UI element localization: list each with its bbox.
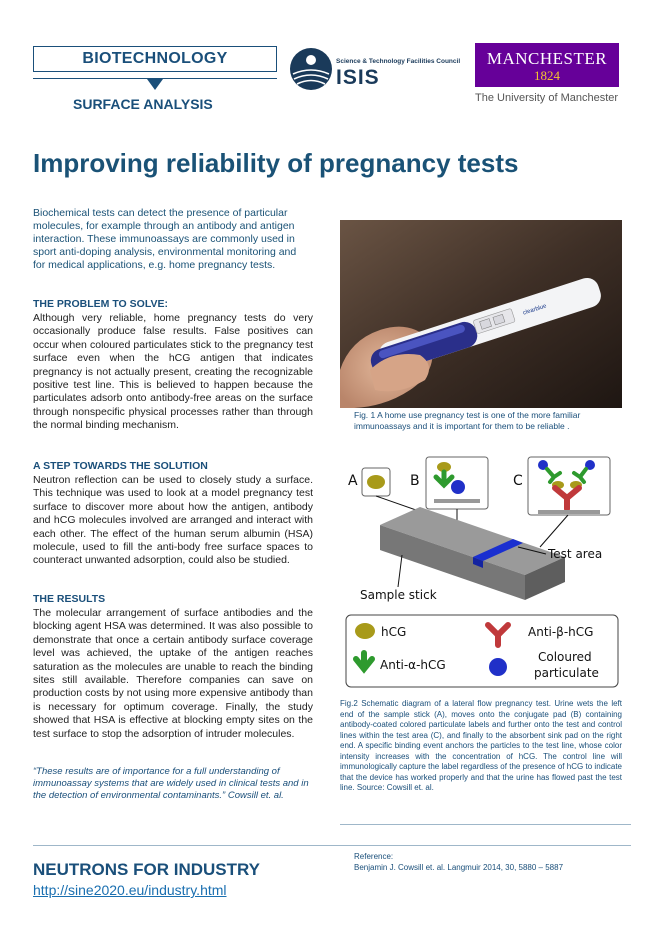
- label-b: B: [410, 473, 420, 489]
- manchester-year: 1824: [534, 68, 560, 83]
- legend-coloured-2: particulate: [534, 666, 599, 680]
- legend-particulate-icon: [489, 658, 507, 676]
- intro-paragraph: Biochemical tests can detect the presence of particular molecules, for example through an antibody and antigen interaction. These immunoassays are commonly used in sport anti-doping analysis, environmental monitoring and for medical applications, e.g. home pregnancy tests.: [33, 207, 297, 271]
- category-arrow-icon: [147, 79, 163, 90]
- lateral-flow-diagram: [340, 455, 625, 690]
- reference-label: Reference:: [354, 852, 394, 861]
- reference-text: Benjamin J. Cowsill et. al. Langmuir 2014, 30, 5880 – 5887: [354, 863, 564, 872]
- fig1-caption: Fig. 1 A home use pregnancy test is one of the more familiar immunoassays and it is important for them to be reliable .: [354, 410, 581, 431]
- page-title: Improving reliability of pregnancy tests: [33, 148, 519, 178]
- manchester-logo: [475, 43, 619, 87]
- sample-stick-label: Sample stick: [360, 588, 437, 602]
- isis-label: ISIS: [336, 66, 380, 89]
- test-brand-text: clearblue: [522, 303, 548, 317]
- problem-heading: THE PROBLEM TO SOLVE:: [33, 298, 168, 310]
- label-a: A: [348, 473, 358, 489]
- solution-body: Neutron reflection can be used to closely study a surface. This technique was used to look at a model pregnancy test surface to discover more about how the antigen, antibody and hCG molecules involved are arranged and interact with each other. The effect of the human serum albumin (HSA) molecule, used to fill the anti-body free surface spaces to counteract unwanted adsorption, could also be studied.: [33, 474, 313, 567]
- isis-logo: [288, 46, 334, 92]
- pregnancy-test-photo: [340, 220, 622, 408]
- solution-heading: A STEP TOWARDS THE SOLUTION: [33, 460, 208, 472]
- caption-divider: [340, 824, 631, 825]
- manchester-name: MANCHESTER: [486, 49, 608, 68]
- legend-anti-beta: Anti-β-hCG: [528, 625, 594, 639]
- university-label: The University of Manchester: [475, 92, 619, 104]
- legend-hcg: hCG: [381, 625, 407, 639]
- stfc-label: Science & Technology Facilities Council: [336, 58, 461, 65]
- footer-title: NEUTRONS FOR INDUSTRY: [33, 860, 260, 879]
- results-body: The molecular arrangement of surface antibodies and the blocking agent HSA was determined. It was also possible to demonstrate that once a certain antibody surface coverage level was achieved, the uptake of the antigen reaches saturation as the molecules are unable to reach the binding sites still available. Therefore companies can save on production costs by not using more expensive antibody than is necessary for optimum coverage. Finally, the study showed that HSA is effective at blocking empty sites on the test surface to stop the adsorption of intruder molecules.: [33, 607, 313, 740]
- test-area-label: Test area: [548, 547, 603, 561]
- legend-coloured-1: Coloured: [538, 650, 592, 664]
- problem-body: Although very reliable, home pregnancy tests do very occasionally produce false results. False positives can occur when coloured particulates stick to the pregnancy test surface even when the hCG antigen that indicates pregnancy is not actually present, creating the recognizable positive test line. This is believed to happen because the particulates adsorb onto antibody-free areas on the surface through nonspecific physical processes rather than through the normal binding mechanism.: [33, 312, 313, 432]
- fig2-caption: Fig.2 Schematic diagram of a lateral flow pregnancy test. Urine wets the left end of the sample stick (A), moves onto the conjugate pad (B) containing antibody-coated colored particulate labels and further onto the test and control lines within the test area (C), and finally to the absorbent sink pad on the right end. A specific binding event anchors the particles to the test line, whose color intensity increases with the concentration of hCG. The control line will immunologically capture the label regardless of the presence of hCG to indicate that the device has worked properly and that the urine has flowed past the test line. Source: Cowsill et. al.: [340, 699, 622, 792]
- particulate-icon: [451, 480, 465, 494]
- legend-anti-alpha: Anti-α-hCG: [380, 658, 446, 672]
- footer-divider: [33, 845, 631, 846]
- hcg-icon: [367, 475, 385, 489]
- legend-hcg-icon: [355, 623, 375, 639]
- label-c: C: [513, 473, 523, 489]
- subcategory-label: SURFACE ANALYSIS: [73, 96, 213, 112]
- quote: “These results are of importance for a full understanding of immunoassay systems that are widely used in clinical tests and in the detection of environmental contaminants.” Cowsill et. al.: [33, 766, 309, 801]
- category-label: BIOTECHNOLOGY: [33, 46, 277, 72]
- industry-link[interactable]: http://sine2020.eu/industry.html: [33, 882, 227, 898]
- results-heading: THE RESULTS: [33, 593, 106, 605]
